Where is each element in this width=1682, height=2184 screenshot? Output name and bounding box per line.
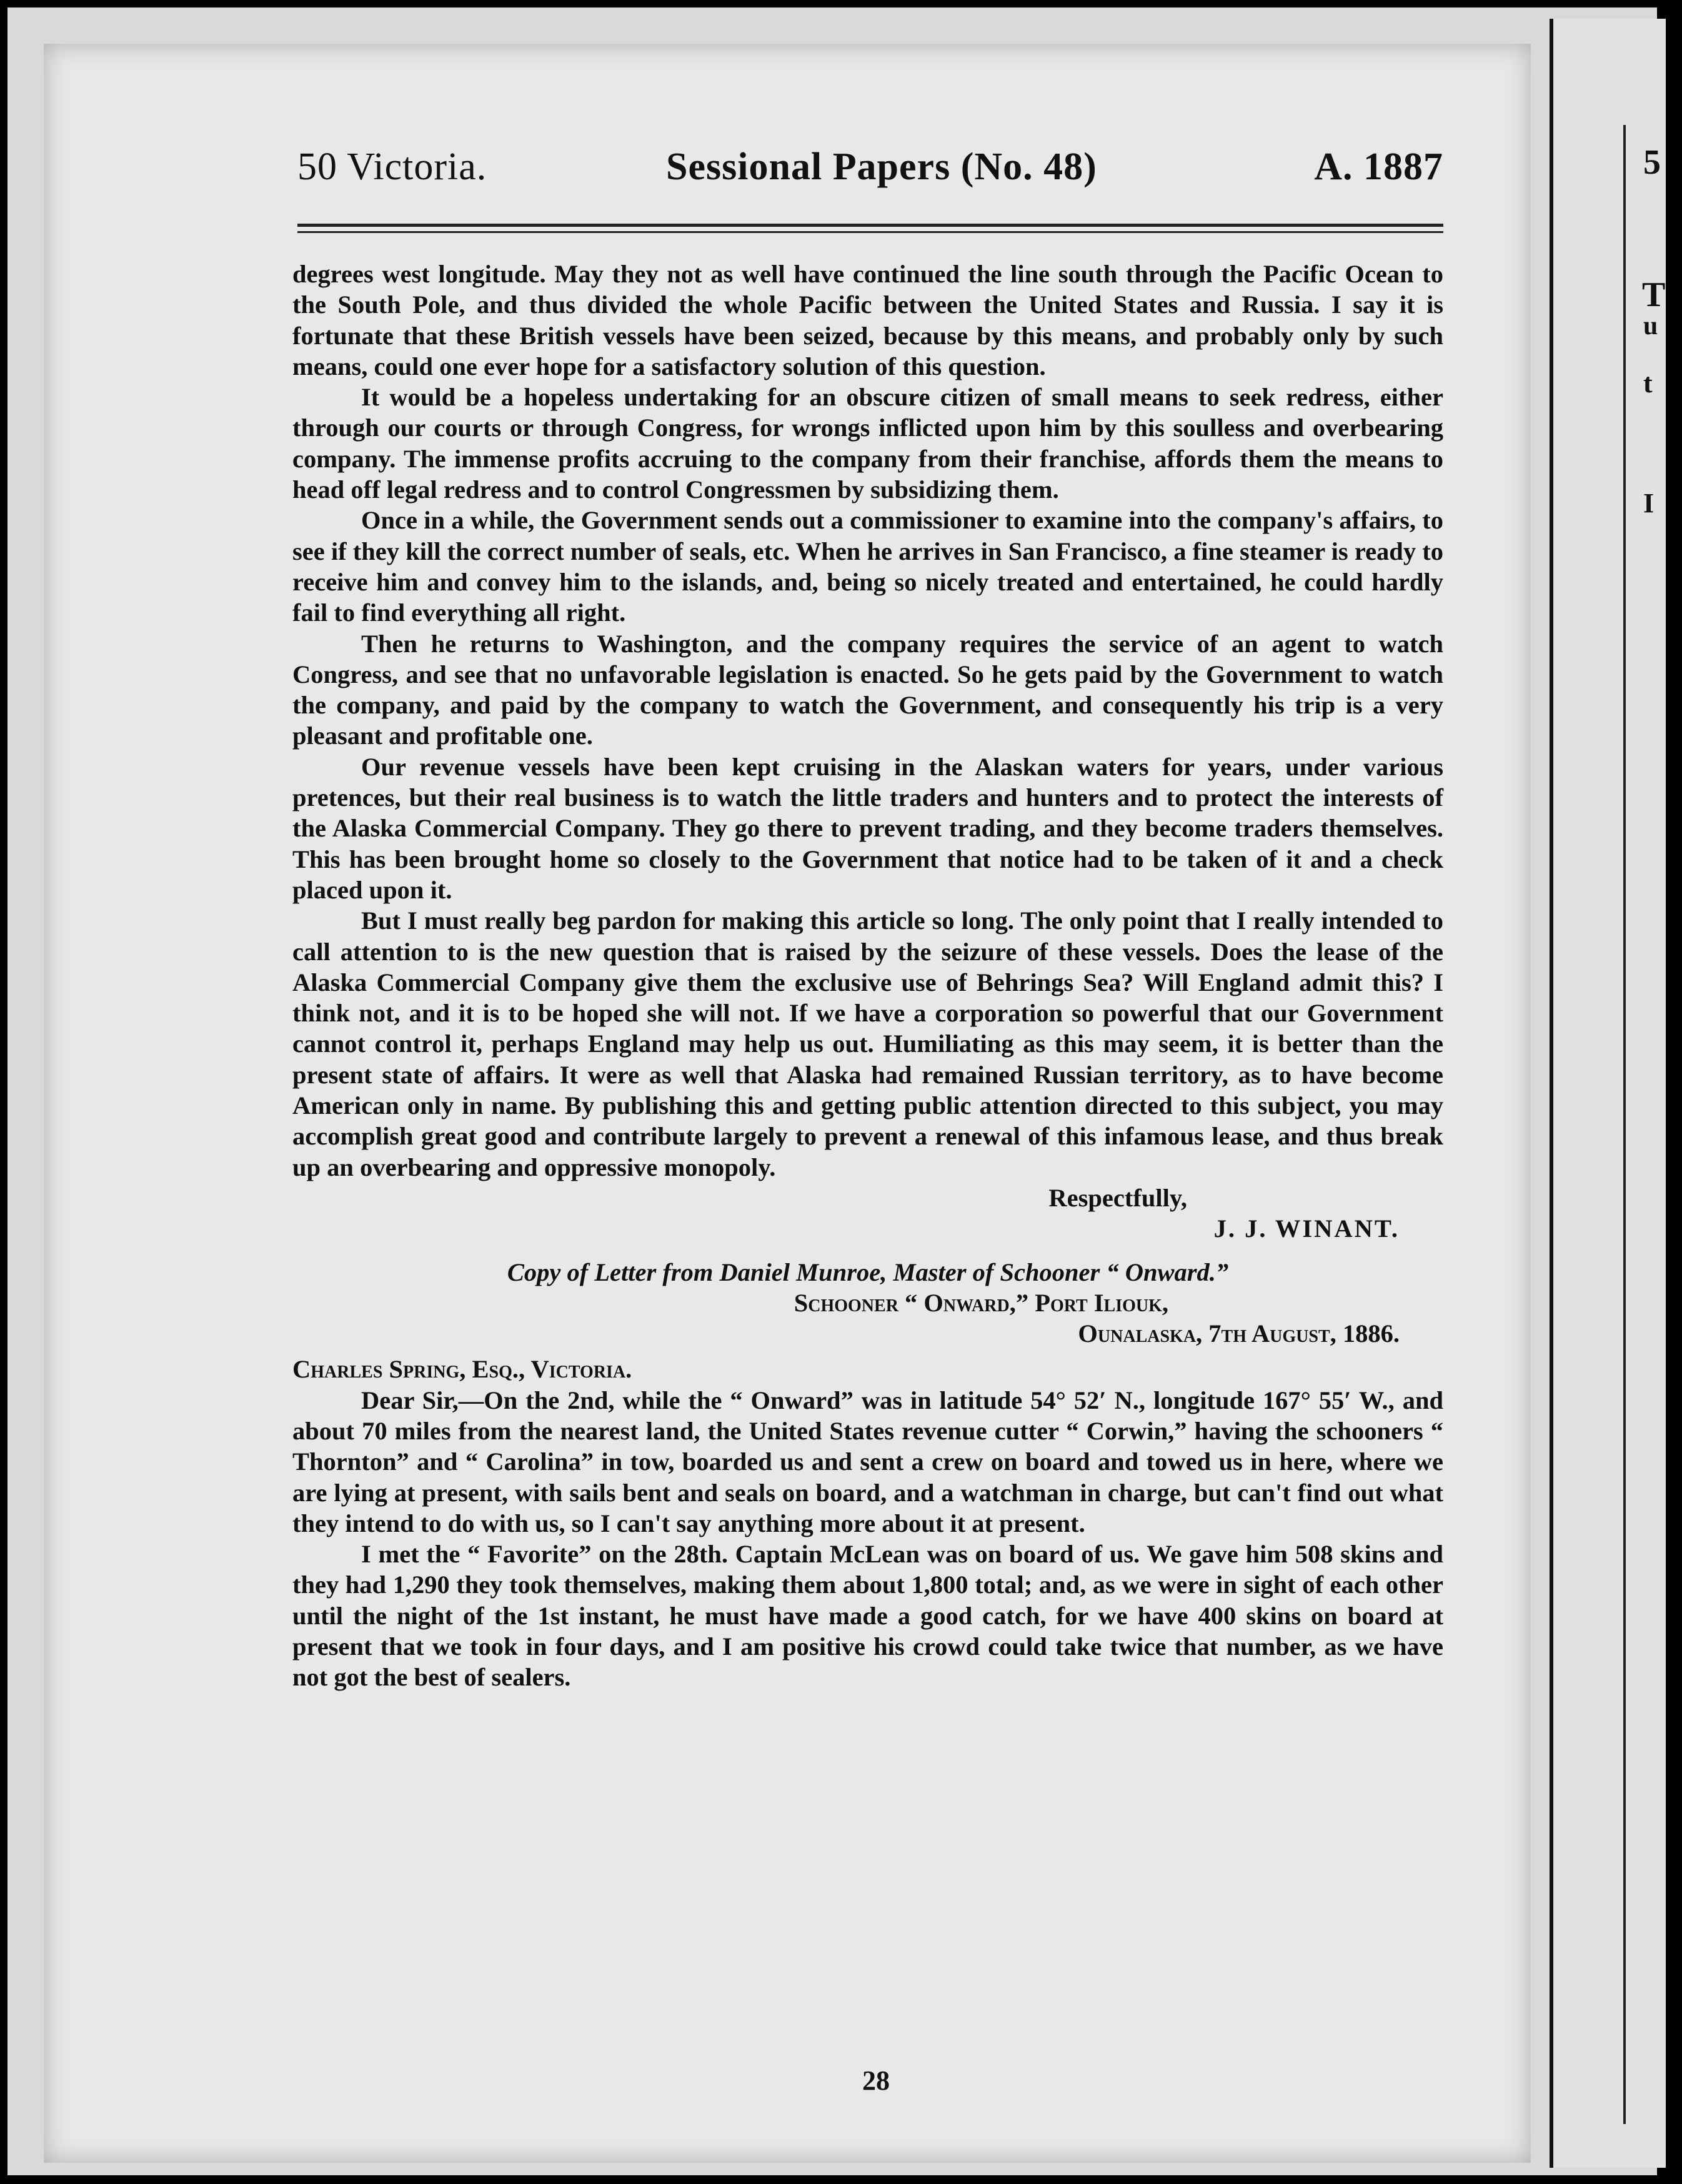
- letter-caption: Copy of Letter from Daniel Munroe, Master of Schooner “ Onward.”: [507, 1258, 1229, 1286]
- header-title: Sessional Papers (No. 48): [666, 146, 1097, 188]
- body-paragraph: But I must really beg pardon for making this article so long. The only point that I really intended to call attention to is the new question that is raised by the seizure of these vessels. Does the lease of the Alaska Commercial Company give them the exclusive use of Behrings Sea? Will England admit this? I think not, and it is to be hoped she will not. If we have a corporation so powerful that our Government cannot control it, perhaps England may help us out. Humiliating as this may seem, it is better than the present state of affairs. It were as well that Alaska had remained Russian territory, as to have become American only in name. By publishing this and getting public attention directed to this subject, you may accomplish great good and contribute largely to prevent a renewal of this infamous lease, and thus break up an overbearing and oppressive monopoly.: [292, 906, 1443, 1181]
- body-paragraph: Dear Sir,—On the 2nd, while the “ Onward” was in latitude 54° 52′ N., longitude 167° 55′ W., and about 70 miles from the nearest land, the United States revenue cutter “ Corwin,” having the schooners “ Thornton” and “ Carolina” in tow, boarded us and sent a crew on board and towed us in here, where we are lying at present, with sails bent and seals on board, and a watchman in charge, but can't find out what they intend to do with us, so I can't say anything more about it at present.: [292, 1386, 1443, 1537]
- page-number: 28: [862, 2065, 890, 2096]
- adjacent-page-glyph: t: [1643, 368, 1653, 399]
- binding-line: [1623, 125, 1626, 2124]
- body-paragraph: It would be a hopeless undertaking for an obscure citizen of small means to seek redress, either through our courts or through Congress, for wrongs inflicted upon him by this soulless and overbearing company. The immense profits accruing to the company from their franchise, affords them the means to head off legal redress and to control Congressmen by subsidizing them.: [292, 383, 1443, 504]
- letter-signature: J. J. WINANT.: [1213, 1214, 1400, 1243]
- header-volume: 50 Victoria.: [297, 146, 487, 188]
- adjacent-page-glyph: I: [1643, 488, 1655, 519]
- adjacent-page-glyph: 5: [1643, 143, 1661, 182]
- letter-address-line-2: Ounalaska, 7th August, 1886.: [1078, 1319, 1400, 1348]
- header-rule-top: [297, 224, 1443, 227]
- header-rule-bottom: [297, 231, 1443, 233]
- body-paragraph: Our revenue vessels have been kept cruising in the Alaskan waters for years, under various pretences, but their real business is to watch the little traders and hunters and to protect the interests of the Alaska Commercial Company. They go there to prevent trading, and they become traders themselves. This has been brought home so closely to the Government that notice had to be taken of it and a check placed upon it.: [292, 752, 1443, 904]
- adjacent-page-glyph: T: [1642, 275, 1666, 314]
- body-paragraph: degrees west longitude. May they not as well have continued the line south through the Pacific Ocean to the South Pole, and thus divided the whole Pacific between the United States and Russia. I say it is fortunate that these British vessels have been seized, because by this means, and probably only by such means, could one ever hope for a satisfactory solution of this question.: [292, 260, 1443, 380]
- body-paragraph: I met the “ Favorite” on the 28th. Captain McLean was on board of us. We gave him 508 skins and they had 1,290 they took themselves, making them about 1,800 total; and, as we were in sight of each other until the night of the 1st instant, he must have made a good catch, for we have 400 skins on board at present that we took in four days, and I am positive his crowd could take twice that number, as we have not got the best of sealers.: [292, 1540, 1443, 1692]
- body-paragraph: Once in a while, the Government sends out a commissioner to examine into the company's affairs, to see if they kill the correct number of seals, etc. When he arrives in San Francisco, a fine steamer is ready to receive him and convey him to the islands, and, being so nicely treated and entertained, he could hardly fail to find everything all right.: [292, 506, 1443, 627]
- letter-closing: Respectfully,: [1048, 1183, 1187, 1212]
- body-paragraph: Then he returns to Washington, and the company requires the service of an agent to watch Congress, and see that no unfavorable legislation is enacted. So he gets paid by the Government to watch the company, and paid by the company to watch the Government, and consequently his trip is a very pleasant and profitable one.: [292, 629, 1443, 750]
- document-body: [292, 259, 1443, 1693]
- adjacent-page-glyph: u: [1643, 312, 1658, 340]
- running-header: [297, 145, 1443, 201]
- letter-recipient: Charles Spring, Esq., Victoria.: [292, 1355, 632, 1384]
- header-year: A. 1887: [1314, 146, 1443, 188]
- letter-address-line-1: Schooner “ Onward,” Port Iliouk,: [794, 1288, 1168, 1317]
- adjacent-page-edge: [1550, 19, 1666, 2168]
